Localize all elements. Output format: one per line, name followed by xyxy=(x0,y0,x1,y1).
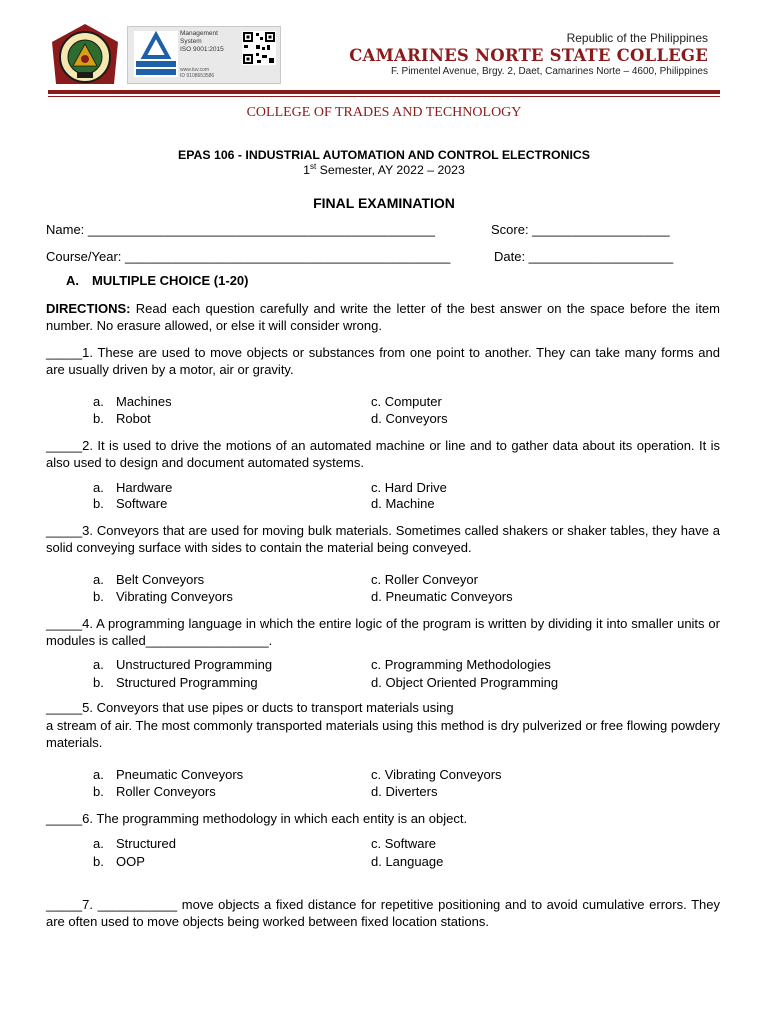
option-label: b. xyxy=(93,411,104,426)
option-b: Robot xyxy=(116,411,151,426)
option-c: c. Hard Drive xyxy=(371,480,447,495)
course-title: EPAS 106 - INDUSTRIAL AUTOMATION AND CONTROL ELECTRONICS xyxy=(178,148,590,162)
option-b: OOP xyxy=(116,854,145,869)
option-label: b. xyxy=(93,589,104,604)
option-b: Vibrating Conveyors xyxy=(116,589,233,604)
option-a: Structured xyxy=(116,836,176,851)
option-label: a. xyxy=(93,836,104,851)
iso-certification-badge xyxy=(127,26,281,84)
tuv-rheinland-icon xyxy=(134,31,178,77)
option-a: Belt Conveyors xyxy=(116,572,205,587)
option-label: a. xyxy=(93,480,104,495)
option-label: a. xyxy=(93,657,104,672)
option-b: Structured Programming xyxy=(116,675,258,690)
qr-code-icon xyxy=(242,31,276,65)
header-divider-thin xyxy=(48,96,720,97)
option-c: c. Software xyxy=(371,836,437,851)
option-d: d. Conveyors xyxy=(371,411,448,426)
option-d: d. Machine xyxy=(371,496,435,511)
section-title: MULTIPLE CHOICE (1-20) xyxy=(92,273,249,288)
option-label: b. xyxy=(93,784,104,799)
option-a: Hardware xyxy=(116,480,173,495)
question-3: _____3. Conveyors that are used for moving bulk materials. Sometimes called shakers or shaker tables, they have a solid conveying surface with sides to contain the material being conveyed. xyxy=(46,523,720,555)
option-d: d. Object Oriented Programming xyxy=(371,675,559,690)
name-field[interactable]: Name: ________________________________________________ xyxy=(46,222,435,237)
question-2: _____2. It is used to drive the motions of an automated machine or line and to gather data about its operation. It is also used to design and document automated systems. xyxy=(46,438,720,470)
option-a: Pneumatic Conveyors xyxy=(116,767,244,782)
question-4: _____4. A programming language in which the entire logic of the program is written by dividing it into smaller units or modules is called_________________. xyxy=(46,616,720,648)
option-label: a. xyxy=(93,394,104,409)
option-label: b. xyxy=(93,854,104,869)
header-divider xyxy=(48,90,720,94)
cert-text: Management System ISO 9001:2015 xyxy=(180,30,224,53)
department-title: COLLEGE OF TRADES AND TECHNOLOGY xyxy=(246,105,522,120)
option-d: d. Diverters xyxy=(371,784,438,799)
question-7: _____7. ___________ move objects a fixed distance for repetitive positioning and to avoid cumulative errors. They are often used to move objects being worked between fixed location stations. xyxy=(46,897,720,929)
directions: DIRECTIONS: Read each question carefully and write the letter of the best answer on the space before the item number. No erasure allowed, or else it will consider wrong. xyxy=(46,301,720,333)
college-address: F. Pimentel Avenue, Brgy. 2, Daet, Camarines Norte – 4600, Philippines xyxy=(390,66,708,77)
college-name: CAMARINES NORTE STATE COLLEGE xyxy=(349,46,708,65)
option-label: b. xyxy=(93,496,104,511)
option-b: Software xyxy=(116,496,168,511)
option-d: d. Language xyxy=(371,854,444,869)
option-c: c. Vibrating Conveyors xyxy=(371,767,502,782)
option-d: d. Pneumatic Conveyors xyxy=(371,589,513,604)
section-letter: A. xyxy=(66,273,79,288)
republic-label: Republic of the Philippines xyxy=(566,31,708,45)
option-label: b. xyxy=(93,675,104,690)
option-label: a. xyxy=(93,572,104,587)
course-year-field[interactable]: Course/Year: _____________________________________________ xyxy=(46,249,451,264)
option-c: c. Computer xyxy=(371,394,442,409)
option-label: a. xyxy=(93,767,104,782)
college-logo xyxy=(48,22,122,88)
question-1: _____1. These are used to move objects or substances from one point to another. They can take many forms and are usually driven by a motor, air or gravity. xyxy=(46,345,720,377)
semester-line: 1st Semester, AY 2022 – 2023 xyxy=(303,162,465,178)
cert-details: www.tuv.com ID 9108653586 xyxy=(180,67,215,79)
option-c: c. Programming Methodologies xyxy=(371,657,551,672)
exam-title: FINAL EXAMINATION xyxy=(313,195,455,211)
question-6: _____6. The programming methodology in which each entity is an object. xyxy=(46,811,468,826)
option-b: Roller Conveyors xyxy=(116,784,216,799)
question-5: a stream of air. The most commonly transported materials using this method is dry pulverized or free flowing powdery materials. xyxy=(46,718,720,750)
question-5-first-line: _____5. Conveyors that use pipes or ducts to transport materials using xyxy=(46,700,454,715)
date-field[interactable]: Date: ____________________ xyxy=(494,249,674,264)
score-field[interactable]: Score: ___________________ xyxy=(491,222,670,237)
option-a: Machines xyxy=(116,394,172,409)
option-c: c. Roller Conveyor xyxy=(371,572,478,587)
option-a: Unstructured Programming xyxy=(116,657,273,672)
